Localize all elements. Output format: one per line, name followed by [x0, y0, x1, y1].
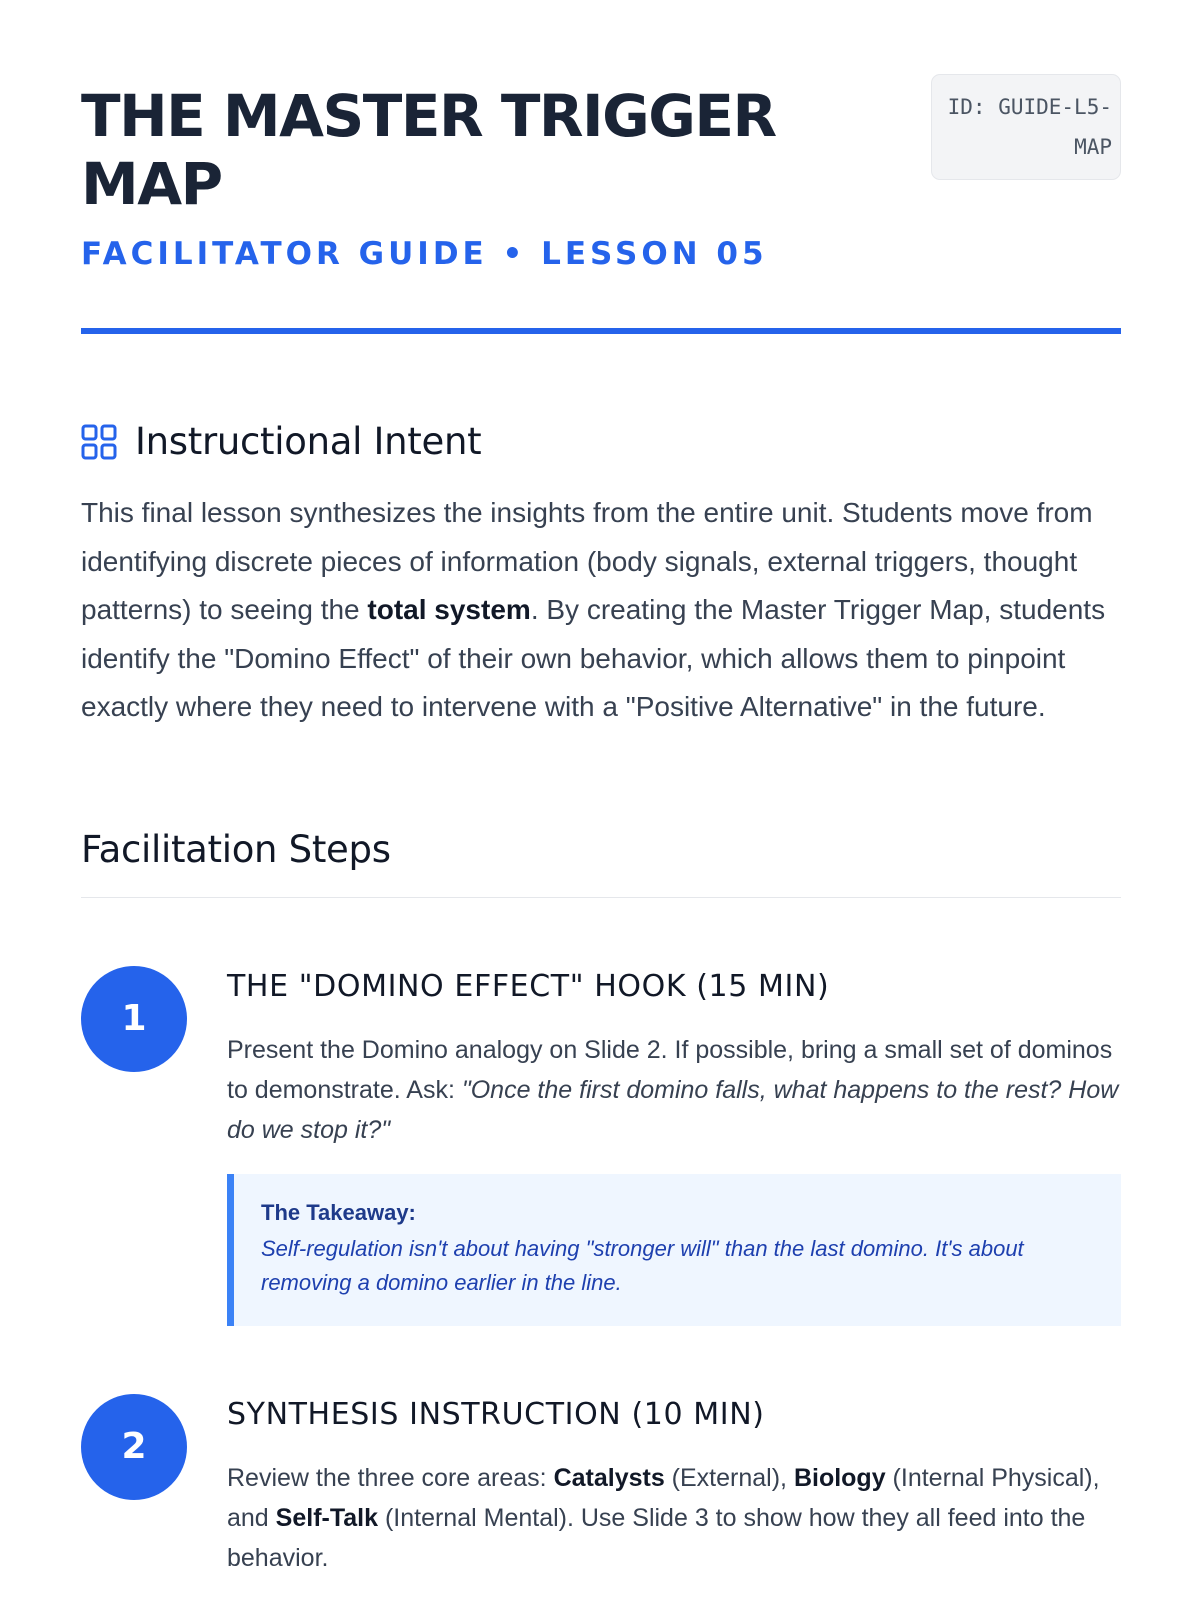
step-title: THE "DOMINO EFFECT" HOOK (15 MIN) — [227, 968, 830, 1004]
step-text-bold: Self-Talk — [275, 1503, 379, 1532]
intent-text-part: . By creating the Master Trigger Map, students identify the "Domino Effect" of their own behavior, which allows them to pinpoint exactly where they need to intervene with a "Positive Alternative" in the future. — [81, 594, 1106, 722]
intent-paragraph — [81, 489, 1121, 732]
page-subtitle: FACILITATOR GUIDE • LESSON 05 — [81, 236, 768, 272]
step-text-part: (Internal Mental). Use Slide 3 to show how they all feed into the behavior. — [227, 1503, 1086, 1572]
grid-icon — [81, 424, 117, 460]
header-divider — [81, 328, 1121, 334]
takeaway-label: The Takeaway: — [261, 1199, 416, 1225]
step-text-bold: Biology — [793, 1463, 886, 1492]
takeaway-text: Self-regulation isn't about having "stronger will" than the last domino. It's about removing a domino earlier in the line. — [261, 1235, 1024, 1295]
steps-heading: Facilitation Steps — [81, 827, 391, 871]
step-number-badge: 1 — [81, 966, 187, 1072]
step-text-part: Review the three core areas: — [227, 1463, 554, 1492]
step-item — [81, 966, 1121, 1326]
step-text-quote: "Once the first domino falls, what happens to the rest? How do we stop it?" — [227, 1075, 1119, 1144]
guide-header — [81, 0, 1121, 334]
document-id-badge: ID: GUIDE-L5-MAP — [931, 74, 1121, 180]
page-title: THE MASTER TRIGGER MAP — [81, 82, 776, 218]
guide-page — [81, 0, 1121, 1578]
step-description — [227, 1458, 1121, 1578]
intent-heading: Instructional Intent — [135, 420, 482, 463]
step-title: SYNTHESIS INSTRUCTION (10 MIN) — [227, 1396, 765, 1432]
intent-text-part: This final lesson synthesizes the insights from the entire unit. Students move from identifying discrete pieces of information (body signals, external triggers, thought patterns) to seeing the — [81, 497, 1093, 625]
step-text-part: (Internal Physical), and — [227, 1463, 1100, 1532]
intent-heading-row — [81, 420, 1121, 463]
step-description — [227, 1030, 1121, 1150]
step-text-part: (External), — [664, 1463, 794, 1492]
instructional-intent-section — [81, 420, 1121, 732]
step-text-bold: Catalysts — [553, 1463, 665, 1492]
facilitation-steps-section — [81, 828, 1121, 1578]
step-text-part: Present the Domino analogy on Slide 2. If possible, bring a small set of dominos to demonstrate. Ask: — [227, 1035, 1113, 1104]
step-item — [81, 1394, 1121, 1578]
step-number-badge: 2 — [81, 1394, 187, 1500]
steps-divider — [81, 897, 1121, 898]
takeaway-callout — [227, 1174, 1121, 1326]
intent-text-bold: total system — [367, 594, 531, 625]
